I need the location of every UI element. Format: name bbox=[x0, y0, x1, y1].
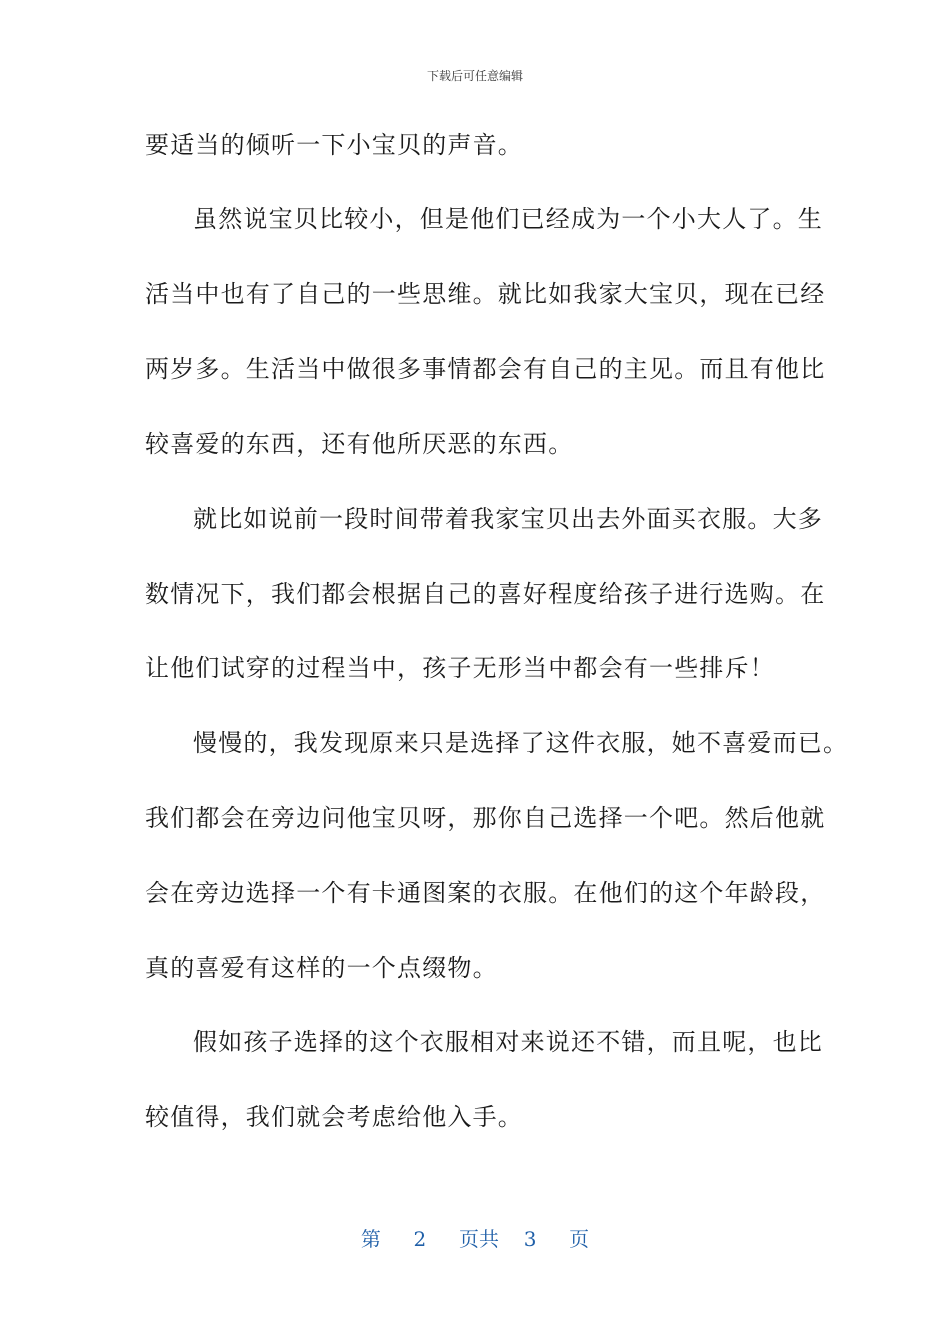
body-line: 假如孩子选择的这个衣服相对来说还不错，而且呢，也比 bbox=[193, 1028, 823, 1056]
body-line: 真的喜爱有这样的一个点缀物。 bbox=[145, 954, 498, 982]
footer-current-page: 2 bbox=[413, 1227, 427, 1251]
body-line: 慢慢的，我发现原来只是选择了这件衣服，她不喜爱而已。 bbox=[193, 729, 849, 757]
body-line: 会在旁边选择一个有卡通图案的衣服。在他们的这个年龄段， bbox=[145, 879, 826, 907]
footer-prefix: 第 bbox=[360, 1227, 381, 1251]
body-line: 两岁多。生活当中做很多事情都会有自己的主见。而且有他比 bbox=[145, 355, 826, 383]
page-header: 下载后可任意编辑 bbox=[426, 69, 523, 83]
body-line: 较喜爱的东西，还有他所厌恶的东西。 bbox=[145, 430, 574, 458]
body-line: 要适当的倾听一下小宝贝的声音。 bbox=[145, 131, 523, 159]
body-line: 活当中也有了自己的一些思维。就比如我家大宝贝，现在已经 bbox=[145, 280, 826, 308]
body-line: 我们都会在旁边问他宝贝呀，那你自己选择一个吧。然后他就 bbox=[145, 804, 826, 832]
page-number-footer bbox=[0, 1226, 950, 1252]
body-line: 让他们试穿的过程当中，孩子无形当中都会有一些排斥！ bbox=[145, 654, 775, 682]
body-line: 就比如说前一段时间带着我家宝贝出去外面买衣服。大多 bbox=[193, 505, 823, 533]
body-line: 较值得，我们就会考虑给他入手。 bbox=[145, 1103, 523, 1131]
body-line: 数情况下，我们都会根据自己的喜好程度给孩子进行选购。在 bbox=[145, 580, 826, 608]
footer-middle: 页共 bbox=[459, 1227, 499, 1251]
body-line: 虽然说宝贝比较小，但是他们已经成为一个小大人了。生 bbox=[193, 205, 823, 233]
footer-total-pages: 3 bbox=[523, 1227, 537, 1251]
footer-suffix: 页 bbox=[569, 1227, 590, 1251]
